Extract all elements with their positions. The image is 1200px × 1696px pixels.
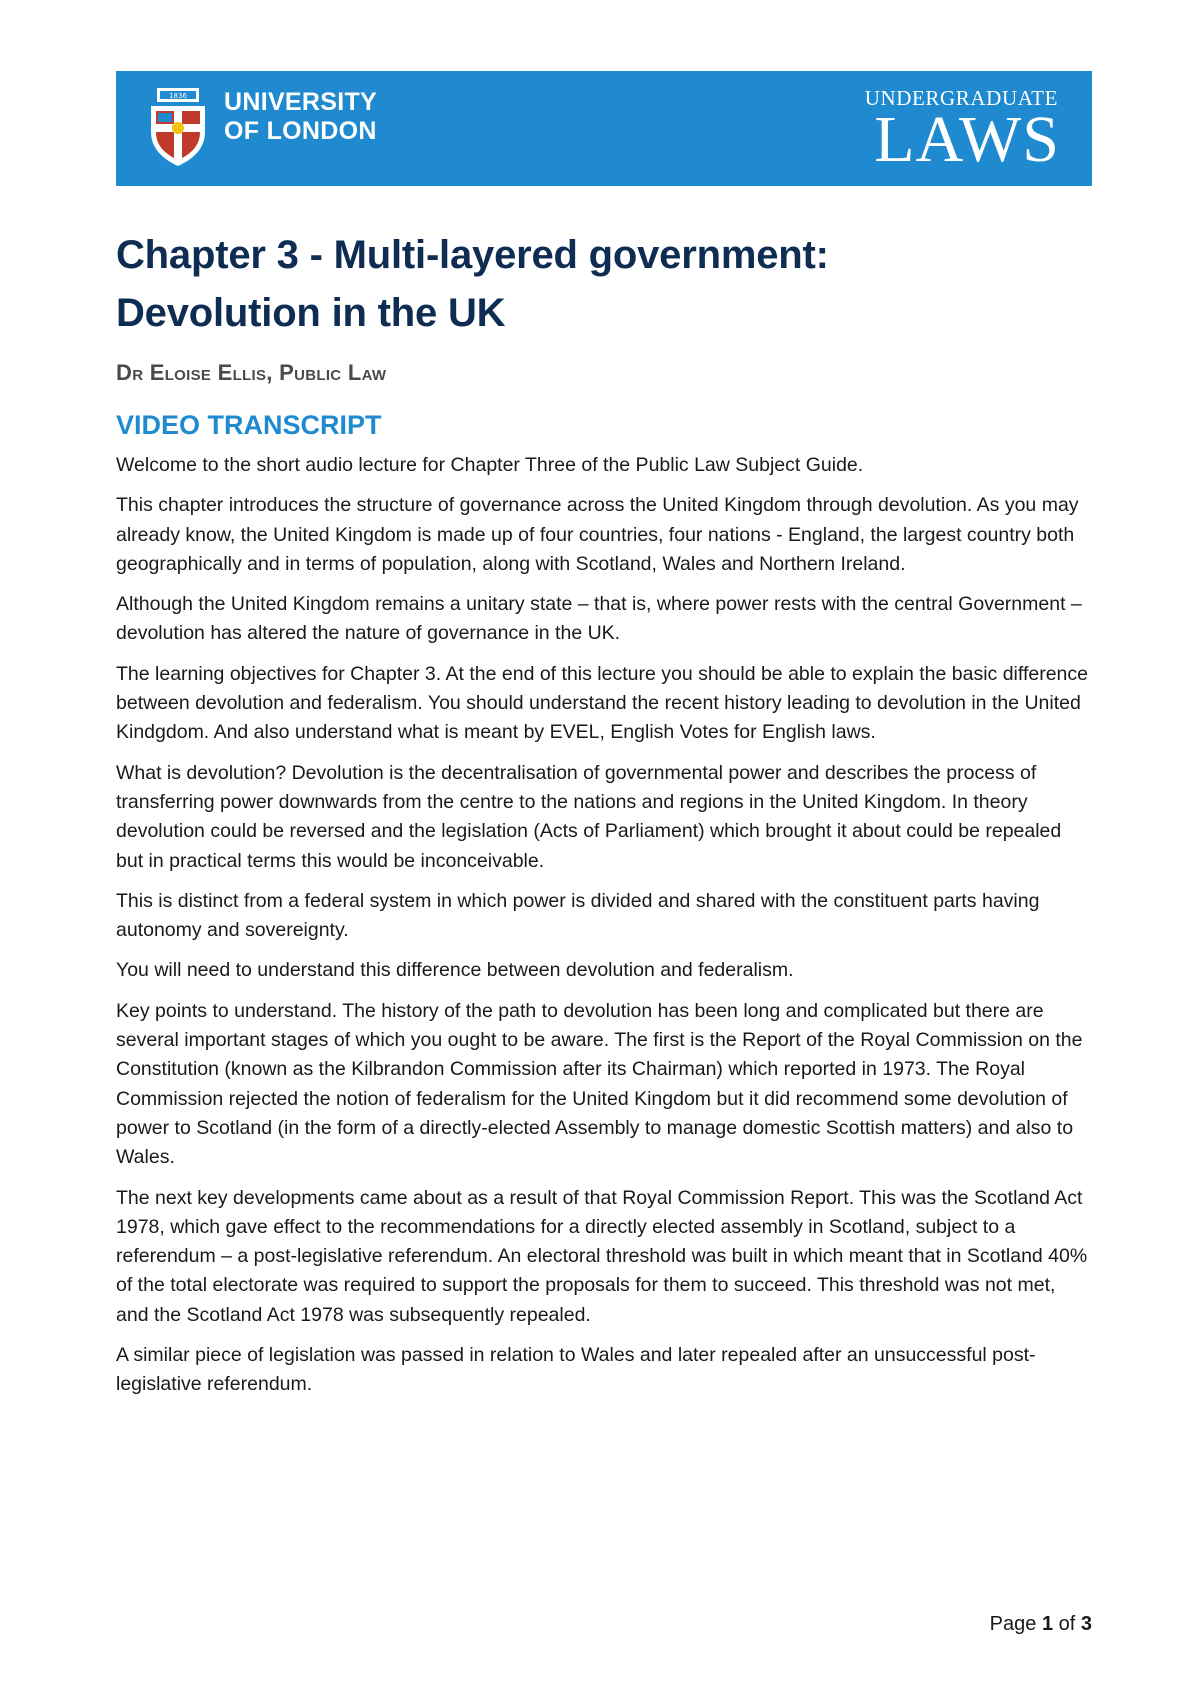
header-banner <box>116 71 1092 186</box>
title-line-1: Chapter 3 - Multi-layered government: <box>116 233 829 277</box>
of-word: of <box>1058 1613 1076 1635</box>
university-name-line1: UNIVERSITY <box>224 88 378 116</box>
paragraph: This chapter introduces the structure of governance across the United Kingdom through devolution. As you may already know, the United Kingdom is made up of four countries, four nations - England, the largest country both geographically and in terms of population, along with Scotland, Wales and Northern Ireland. <box>116 494 1079 575</box>
paragraph: This is distinct from a federal system in which power is divided and shared with the constituent parts having autonomy and sovereignty. <box>116 889 1040 942</box>
university-name-line2: OF LONDON <box>224 117 377 145</box>
page-word: Page <box>989 1613 1037 1635</box>
crest-year: 1836 <box>169 92 187 100</box>
paragraph: Welcome to the short audio lecture for Chapter Three of the Public Law Subject Guide. <box>116 454 864 476</box>
author-line: Dr Eloise Ellis, Public Law <box>116 360 387 385</box>
title-line-2: Devolution in the UK <box>116 291 506 335</box>
section-heading: VIDEO TRANSCRIPT <box>116 410 382 440</box>
programme-name: LAWS <box>874 103 1060 176</box>
paragraph: The next key developments came about as a result of that Royal Commission Report. This was the Scotland Act 1978, which gave effect to the recommendations for a directly elected assembly in Scotland, subject to a referendum – a post-legislative referendum. An electoral threshold was built in which meant that in Scotland 40% of the total electorate was required to support the proposals for them to succeed. This threshold was not met, and the Scotland Act 1978 was subsequently repealed. <box>116 1186 1088 1326</box>
paragraph: A similar piece of legislation was passed in relation to Wales and later repealed after an unsuccessful post-legislative referendum. <box>116 1344 1036 1396</box>
paragraph: Key points to understand. The history of the path to devolution has been long and complicated but there are several important stages of which you ought to be aware. The first is the Report of the Royal Commission on the Constitution (known as the Kilbrandon Commission after its Chairman) which reported in 1973. The Royal Commission rejected the notion of federalism for the United Kingdom but it did recommend some devolution of power to Scotland (in the form of a directly-elected Assembly to manage domestic Scottish matters) and also to Wales. <box>116 999 1083 1169</box>
paragraph: You will need to understand this difference between devolution and federalism. <box>116 959 794 982</box>
programme-label: UNDERGRADUATE <box>864 86 1058 110</box>
current-page: 1 <box>1041 1613 1054 1635</box>
university-name <box>224 88 377 146</box>
paragraph: Although the United Kingdom remains a unitary state – that is, where power rests with the central Government – devolution has altered the nature of governance in the UK. <box>116 593 1082 645</box>
document-title <box>116 226 1092 342</box>
page-number <box>990 1613 1092 1636</box>
paragraph: What is devolution? Devolution is the decentralisation of governmental power and describes the process of transferring power downwards from the centre to the nations and regions in the United Kingdom. In theory devolution could be reversed and the legislation (Acts of Parliament) which brought it about could be repealed but in practical terms this would be inconceivable. <box>116 761 1062 872</box>
university-crest-icon <box>147 86 209 168</box>
document-body <box>116 226 1092 1411</box>
total-pages: 3 <box>1080 1613 1092 1635</box>
paragraph: The learning objectives for Chapter 3. At the end of this lecture you should be able to explain the basic difference between devolution and federalism. You should understand the recent history leading to devolution in the United Kindgdom. And also understand what is meant by EVEL, English Votes for English laws. <box>116 662 1089 744</box>
